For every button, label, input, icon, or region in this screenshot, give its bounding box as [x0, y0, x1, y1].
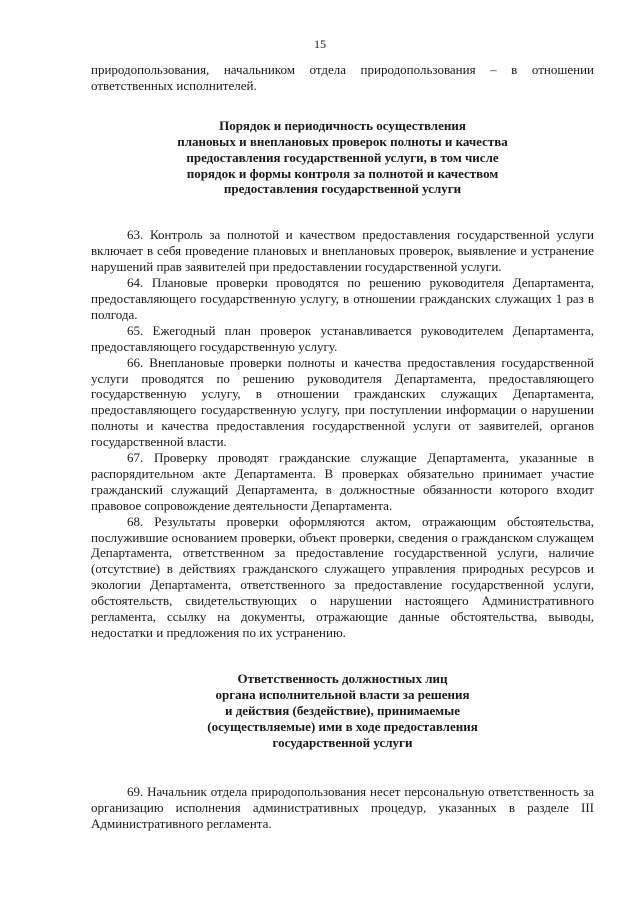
heading-line: плановых и внеплановых проверок полноты и качества	[177, 133, 508, 149]
heading-line: органа исполнительной власти за решения	[215, 686, 470, 702]
heading-line: государственной услуги	[272, 734, 413, 750]
heading-line: предоставления государственной услуги, в том числе	[186, 149, 499, 165]
paragraph-68: 68. Результаты проверки оформляются актом, отражающим обстоятельства, послужившие основанием проверки, объект проверки, сведения о гражданском служащем Департамента, ответственном за предоставление государственной услуги, наличие (отсутствие) в действиях гражданского служащего управления природных ресурсов и экологии Департамента, ответственного за предоставление государственной услуги, обстоятельств, свидетельствующих о нарушении настоящего Административного регламента, ссылку на документы, отражающие данные обстоятельства, выводы, недостатки и предложения по их устранению.	[91, 513, 594, 640]
paragraph-65: 65. Ежегодный план проверок устанавливается руководителем Департамента, предоставляющего государственную услугу.	[91, 322, 594, 354]
paragraph-63: 63. Контроль за полнотой и качеством предоставления государственной услуги включает в себя проведение плановых и внеплановых проверок, выявление и устранение нарушений прав заявителей при предоставлении государственной услуги.	[91, 227, 594, 275]
section-heading-control	[91, 118, 594, 198]
paragraph-66: 66. Внеплановые проверки полноты и качества предоставления государственной услуги проводятся по решению руководителя Департамента, предоставляющего государственную услугу, в отношении гражданских служащих Департамента, предоставляющего государственную услугу, при поступлении информации о нарушении полноты и качества предоставления государственной услуги от заявителей, органов государственной власти.	[91, 354, 594, 450]
paragraph-67: 67. Проверку проводят гражданские служащие Департамента, указанные в распорядительном акте Департамента. В проверках обязательно принимает участие гражданский служащий Департамента, в должностные обязанности которого входит правовое сопровождение деятельности Департамента.	[91, 450, 594, 513]
heading-line: предоставления государственной услуги	[223, 181, 462, 197]
heading-line: порядок и формы контроля за полнотой и качеством	[186, 165, 499, 181]
heading-line: (осуществляемые) ими в ходе предоставления	[207, 718, 478, 734]
paragraph-69: 69. Начальник отдела природопользования несет персональную ответственность за организацию исполнения административных процедур, указанных в разделе III Административного регламента.	[91, 784, 594, 832]
heading-line: и действия (бездействие), принимаемые	[224, 702, 461, 718]
heading-line: Ответственность должностных лиц	[237, 670, 448, 686]
intro-paragraph: природопользования, начальником отдела природопользования – в отношении ответственных исполнителей.	[91, 62, 594, 93]
section-heading-responsibility	[91, 671, 594, 751]
paragraph-64: 64. Плановые проверки проводятся по решению руководителя Департамента, предоставляющего государственную услугу, в отношении гражданских служащих 1 раз в полгода.	[91, 275, 594, 322]
page-number: 15	[314, 37, 326, 51]
heading-line: Порядок и периодичность осуществления	[219, 117, 466, 133]
document-body	[91, 62, 594, 832]
